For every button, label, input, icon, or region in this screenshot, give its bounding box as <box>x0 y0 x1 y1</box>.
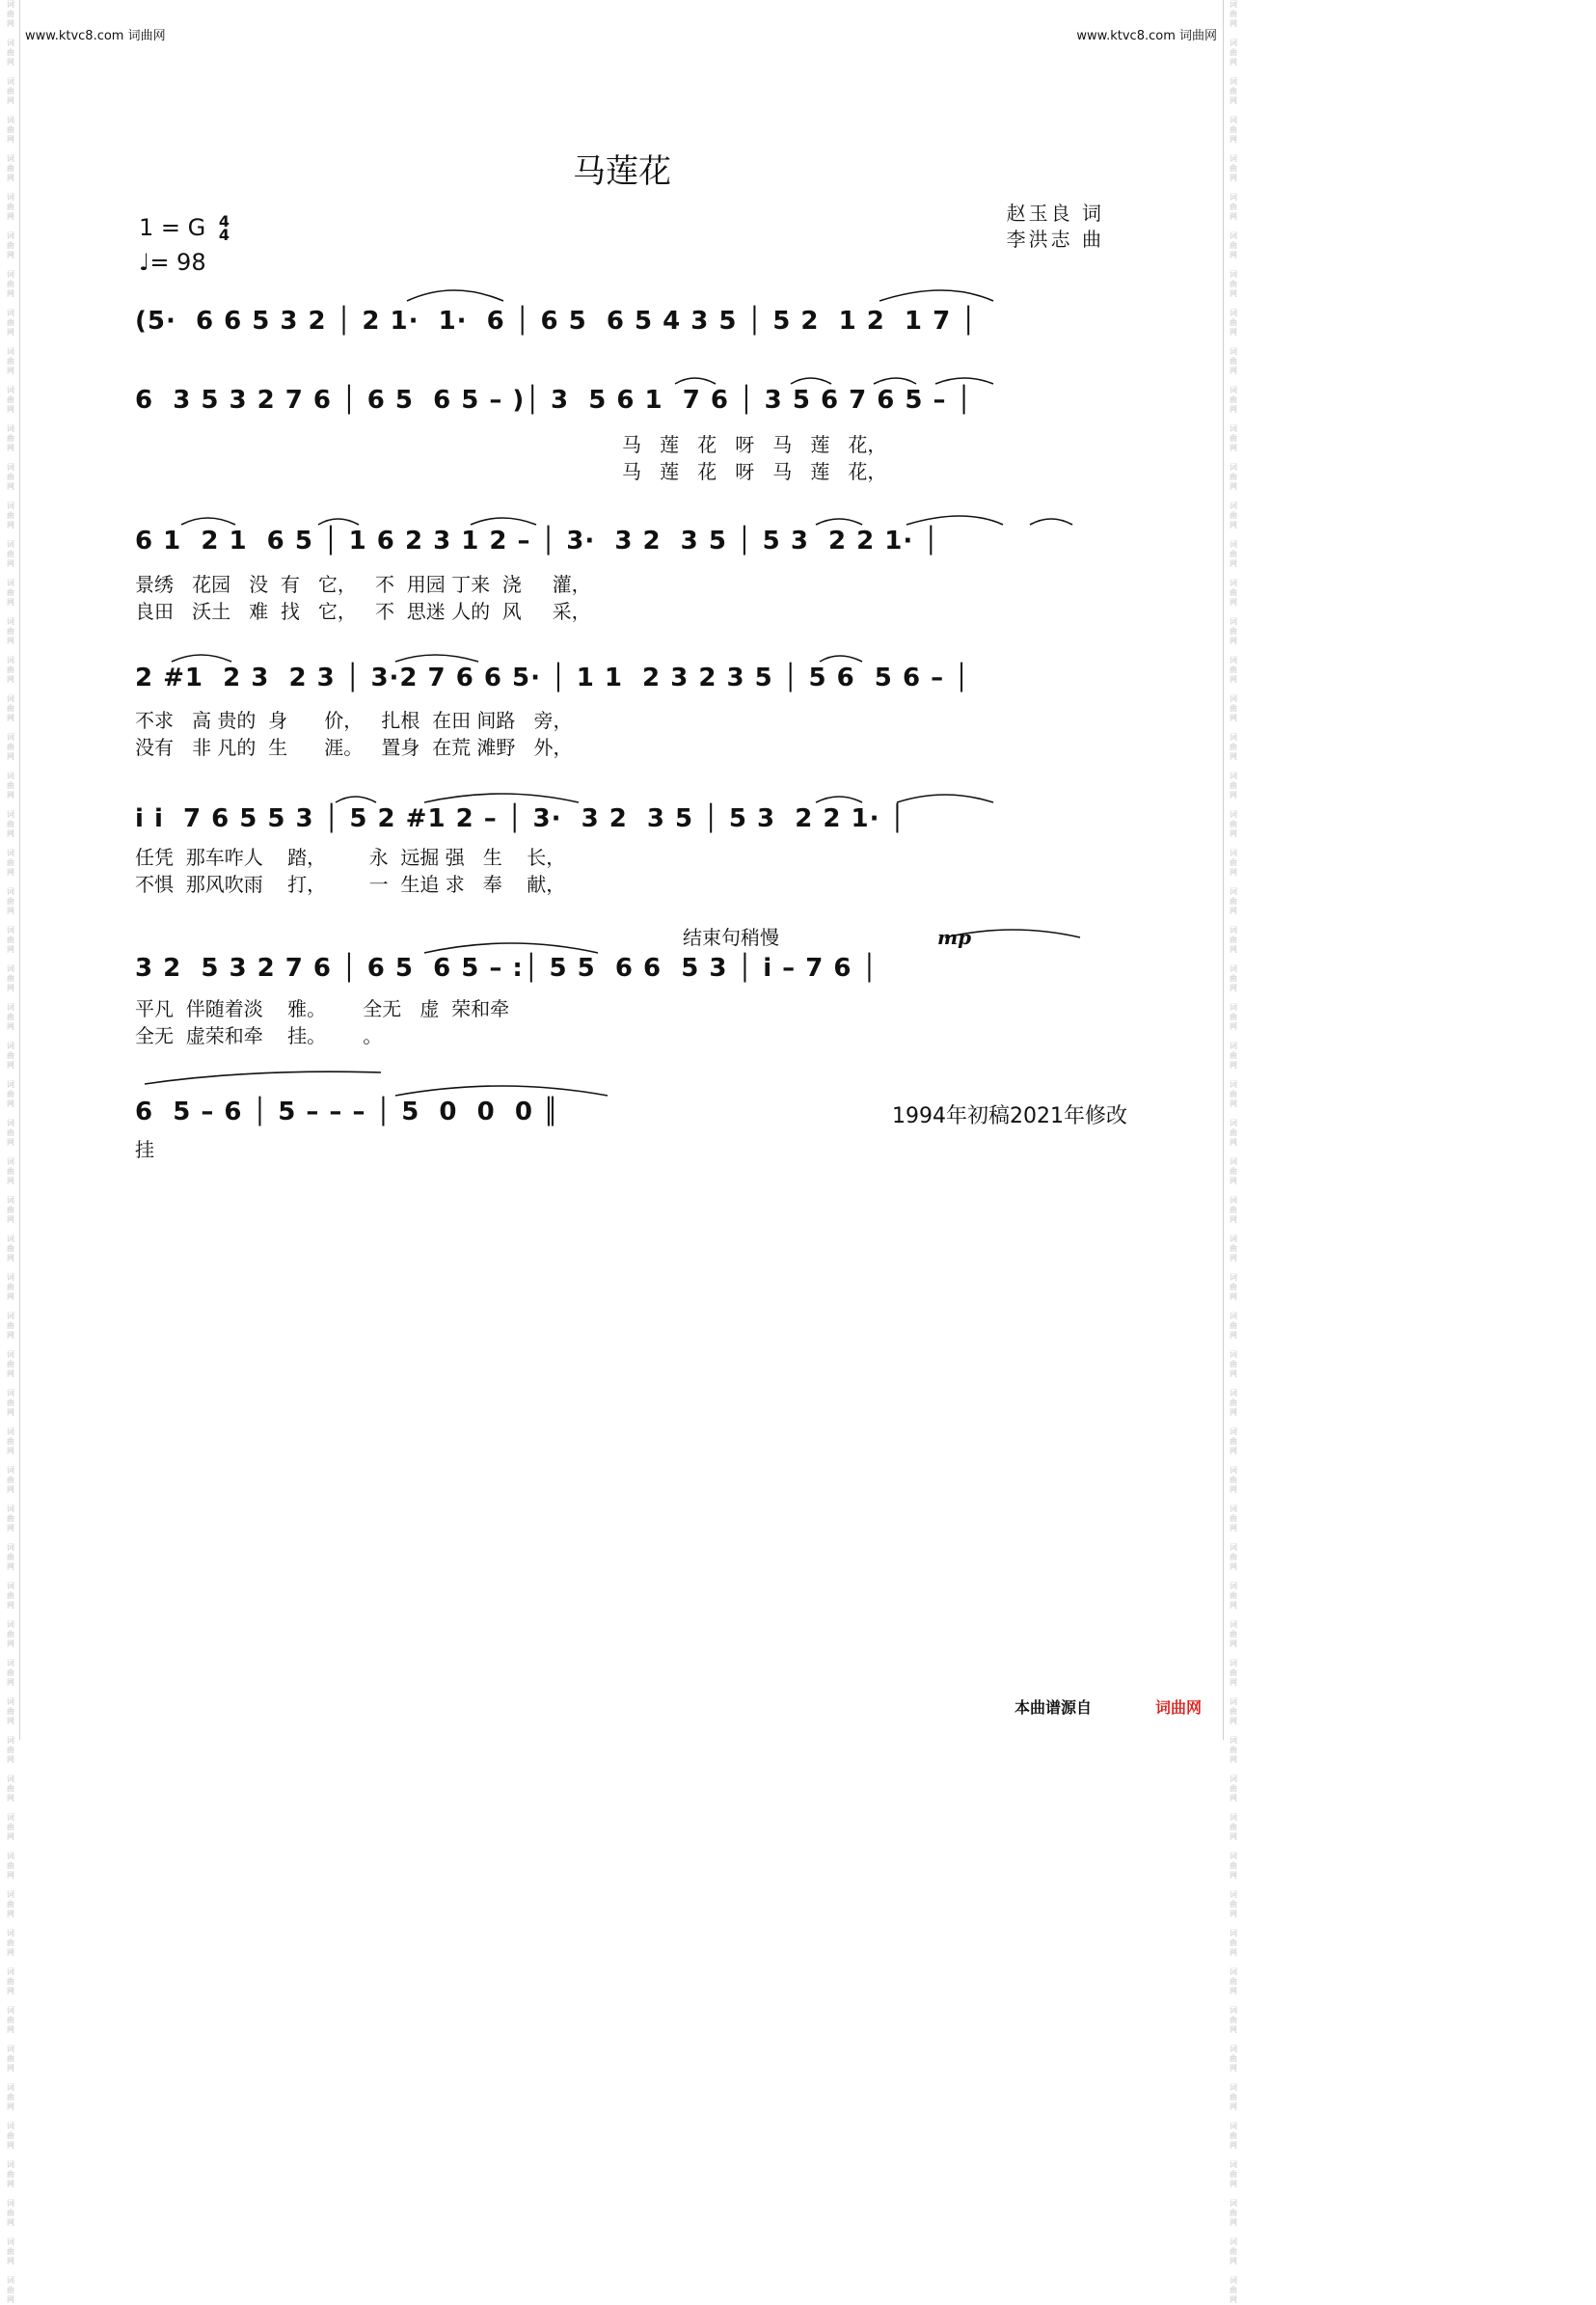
page-title: 马莲花 <box>573 152 671 191</box>
slur <box>897 795 993 802</box>
slur <box>407 290 503 301</box>
lyrics-verse-2: 没有 非 凡的 生 涯。 置身 在荒 滩野 外， <box>135 736 573 759</box>
slur <box>395 655 478 662</box>
lyrics-verse-2: 全无 虚荣和牵 挂。 。 <box>135 1024 383 1047</box>
lyrics-verse-2: 良田 沃土 难 找 它， 不 思迷 人的 风 采， <box>135 600 591 623</box>
notes-line: 6 1 2 1 6 5 │ 1 6 2 3 1 2 – │ 3· 3 2 3 5 │ 5 3 2 2 1· │ <box>135 527 939 556</box>
notes-line: 2 #1 2 3 2 3 │ 3·2 7 6 6 5· │ 1 1 2 3 2 3 5 │ 5 6 5 6 – │ <box>135 664 970 692</box>
slur <box>424 943 598 953</box>
lyricist-credit: 赵玉良 词 <box>1006 202 1104 225</box>
slur <box>879 290 993 301</box>
slur <box>906 516 1003 525</box>
revision-note: 1994年初稿2021年修改 <box>892 1104 1127 1128</box>
lyrics-verse-1: 挂 <box>135 1138 154 1161</box>
footer-site-link[interactable]: 词曲网 <box>1155 1698 1203 1717</box>
header-url-right: www.ktvc8.com 词曲网 <box>1076 29 1217 43</box>
slur <box>820 656 862 662</box>
notes-line: 3 2 5 3 2 7 6 │ 6 5 6 5 – :│ 5 5 6 6 5 3 │ i – 7 6 │ <box>135 954 879 983</box>
left-watermark-strip: 词 曲 网 词 曲 网 词 曲 网 词 曲 网 词 曲 网 词 曲 网 词 曲 网 词 曲 网 词 曲 网 词 曲 网 词 曲 网 词 曲 网 词 曲 网 词 曲 网 词 曲 网 词 曲 网 词 曲 网 词 曲 网 词 曲 网 词 曲 网 词 曲 网 词 曲 网 词 曲 网 词 曲 网 词 曲 网 词 曲 网 词 曲 网 词 曲 网 词 曲 网 词 曲 网 词 曲 网 词 曲 网 词 曲 网 词 曲 网 词 曲 网 词 曲 网 词 曲 网 词 曲 网 词 曲 网 词 曲 网 词 曲 网 词 曲 网 词 曲 网 词 曲 网 词 曲 网 词 曲 网 词 曲 网 词 曲 网 词 曲 网 词 曲 网 词 曲 网 词 曲 网 词 曲 网 词 曲 网 词 曲 网 词 曲 网 词 曲 网 词 曲 网 词 曲 网 词 曲 网 <box>7 0 14 2304</box>
composer-credit: 李洪志 曲 <box>1006 228 1104 251</box>
slur <box>1030 519 1072 525</box>
slur <box>336 797 376 802</box>
time-sig-bottom: 4 <box>218 226 230 244</box>
slur <box>172 655 231 662</box>
lyrics-verse-1: 平凡 伴随着淡 雅。 全无 虚 荣和牵 <box>135 997 510 1020</box>
tempo-annotation: 结束句稍慢 <box>683 926 779 949</box>
key-label: 1 = G <box>139 214 206 241</box>
lyrics-verse-2: 马 莲 花 呀 马 莲 花， <box>622 460 887 483</box>
slur <box>424 794 579 802</box>
slur <box>791 378 831 384</box>
tempo-marking: ♩= 98 <box>139 249 206 276</box>
lyrics-verse-2: 不惧 那风吹雨 打， 一 生追 求 奉 献， <box>135 873 566 896</box>
dynamic-marking: mp <box>937 926 972 949</box>
footer-source-label: 本曲谱源自 <box>1014 1698 1093 1717</box>
notes-line: 6 3 5 3 2 7 6 │ 6 5 6 5 – )│ 3 5 6 1 7 6 │ 3 5 6 7 6 5 – │ <box>135 386 973 415</box>
slur <box>816 797 862 802</box>
notes-line: i i 7 6 5 5 3 │ 5 2 #1 2 – │ 3· 3 2 3 5 │ 5 3 2 2 1· │ <box>135 804 906 833</box>
slur <box>816 519 862 525</box>
time-sig-top: 4 <box>218 212 230 230</box>
notes-line: 6 5 – 6 │ 5 – – – │ 5 0 0 0 ║ <box>135 1098 559 1126</box>
slur <box>395 1086 608 1096</box>
lyrics-verse-1: 任凭 那车咋人 踏， 永 远掘 强 生 长， <box>135 846 566 869</box>
slur <box>181 518 235 525</box>
slur <box>318 519 359 525</box>
slur <box>945 930 1080 937</box>
lyrics-verse-1: 景绣 花园 没 有 它， 不 用园 丁来 浇 灌， <box>135 573 591 596</box>
notes-line: (5· 6 6 5 3 2 │ 2 1· 1· 6 │ 6 5 6 5 4 3 5 │ 5 2 1 2 1 7 │ <box>135 307 977 336</box>
slur <box>145 1071 381 1084</box>
lyrics-verse-1: 不求 高 贵的 身 价， 扎根 在田 间路 旁， <box>135 709 573 732</box>
lyrics-verse-1: 马 莲 花 呀 马 莲 花， <box>622 433 887 456</box>
slur <box>675 378 716 384</box>
slur <box>935 378 993 384</box>
right-watermark-strip: 词 曲 网 词 曲 网 词 曲 网 词 曲 网 词 曲 网 词 曲 网 词 曲 网 词 曲 网 词 曲 网 词 曲 网 词 曲 网 词 曲 网 词 曲 网 词 曲 网 词 曲 网 词 曲 网 词 曲 网 词 曲 网 词 曲 网 词 曲 网 词 曲 网 词 曲 网 词 曲 网 词 曲 网 词 曲 网 词 曲 网 词 曲 网 词 曲 网 词 曲 网 词 曲 网 词 曲 网 词 曲 网 词 曲 网 词 曲 网 词 曲 网 词 曲 网 词 曲 网 词 曲 网 词 曲 网 词 曲 网 词 曲 网 词 曲 网 词 曲 网 词 曲 网 词 曲 网 词 曲 网 词 曲 网 词 曲 网 词 曲 网 词 曲 网 词 曲 网 词 曲 网 词 曲 网 词 曲 网 词 曲 网 词 曲 网 词 曲 网 词 曲 网 词 曲 网 词 曲 网 <box>1230 0 1237 2304</box>
slur <box>874 378 916 384</box>
header-url-left: www.ktvc8.com 词曲网 <box>25 29 166 43</box>
slur <box>471 518 536 525</box>
